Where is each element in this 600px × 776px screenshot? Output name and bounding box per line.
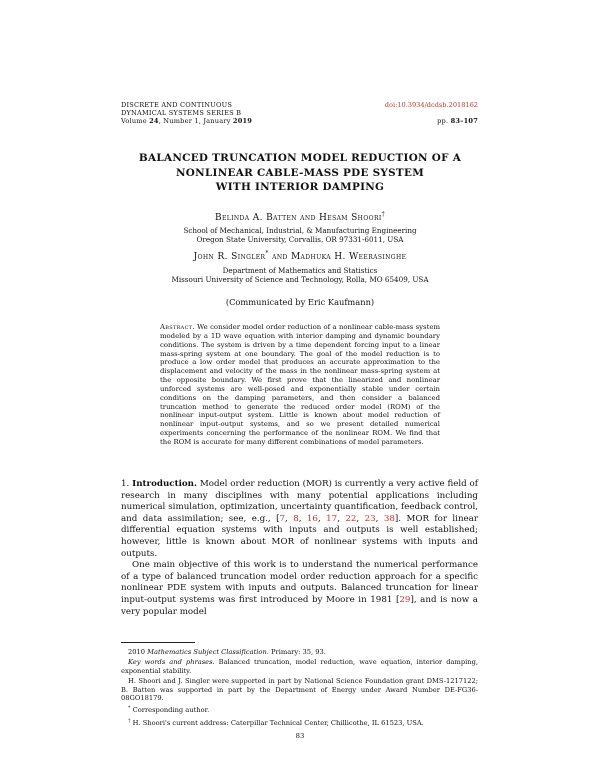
introduction-section [121, 479, 478, 618]
address-footnote: † H. Shoori's current address: Caterpillar Technical Center, Chillicothe, IL 61523, USA. [128, 717, 424, 727]
abstract-text: We consider model order reduction of a nonlinear cable-mass system modeled by a 1D wave equation with interior damping and dynamic boundary conditions. The system is driven by a time dependent forcing input to a linear mass-spring system at one boundary. The goal of the model reduction is to produce a low order model that produces an accurate approximation to the displacement and velocity of the mass in the nonlinear mass-spring system at the opposite boundary. We first prove that the linearized and nonlinear unforced systems are well-posed and exponentially stable under certain conditions on the damping parameters, and then consider a balanced truncation method to generate the reduced order model (ROM) of the nonlinear input-output system. Little is known about model reduction of nonlinear input-output systems, and so we present detailed numerical experiments concerning the performance of the nonlinear ROM. We find that the ROM is accurate for many different combinations of model parameters. [160, 323, 440, 446]
communicated-by: (Communicated by Eric Kaufmann) [225, 297, 375, 307]
paper-title [0, 151, 600, 195]
citation[interactable]: 23 [364, 513, 376, 524]
affiliation-1: School of Mechanical, Industrial, & Manufacturing Engineering Oregon State University, Corvallis, OR 97331-6011, USA [183, 226, 417, 245]
volume-number: 24 [149, 117, 159, 125]
title-line-1: BALANCED TRUNCATION MODEL REDUCTION OF A [138, 152, 462, 164]
funding-footnote: H. Shoori and J. Singler were supported in part by National Science Foundation grant DMS-1217122; B. Batten was supported in part by the Department of Energy under Award Number DE-FG36-08GO18179. [121, 676, 478, 703]
section-heading: Introduction. [132, 479, 198, 489]
author-line-1: Belinda A. Batten and Hesam Shoori† [214, 211, 386, 223]
citation[interactable]: 29 [399, 594, 411, 605]
title-line-3: WITH INTERIOR DAMPING [215, 181, 385, 193]
intro-paragraph-2: One main objective of this work is to understand the numerical performance of a type of balanced truncation model order reduction approach for a specific nonlinear PDE system with inputs and outputs. Balanced truncation for linear input-output systems was first introduced by Moore in 1981 [29], and is now a very popular model [121, 560, 478, 617]
journal-name-line2: DYNAMICAL SYSTEMS SERIES B [121, 109, 242, 117]
volume-line: Volume 24, Number 1, January 2019 [121, 117, 253, 125]
doi-link[interactable]: doi:10.3934/dcdsb.2018162 [384, 101, 478, 109]
page-number: 83 [295, 732, 305, 740]
journal-header [121, 101, 252, 125]
intro-paragraph-1: 1. Introduction. Model order reduction (MOR) is currently a very active field of research in many disciplines with many potential applications including numerical simulation, optimization, uncertainty quantification, feedback control, and data assimilation; see, e.g., [7, 8, 16, 17, 22, 23, 38]. MOR for linear differential equation systems with inputs and outputs is well established; however, little is known about MOR of nonlinear systems with inputs and outputs. [121, 479, 479, 559]
title-line-2: NONLINEAR CABLE-MASS PDE SYSTEM [176, 166, 424, 179]
citation[interactable]: 22 [345, 513, 357, 524]
abstract-label: Abstract. [160, 323, 195, 331]
author-line-2: John R. Singler* and Madhuka H. Weerasinghe [193, 250, 407, 262]
citation[interactable]: 17 [326, 513, 338, 524]
msc-footnote: 2010 Mathematics Subject Classification. Primary: 35, 93. [128, 648, 326, 656]
citation[interactable]: 8 [293, 513, 299, 524]
keywords-footnote: Key words and phrases. Balanced truncation, model reduction, wave equation, interior damping, exponential stability. [121, 658, 478, 675]
year: 2019 [232, 117, 253, 125]
citation[interactable]: 38 [383, 513, 395, 524]
citation[interactable]: 7 [279, 513, 286, 524]
footnotes [121, 648, 478, 729]
affiliation-2: Department of Mathematics and Statistics Missouri University of Science and Technology, Rolla, MO 65409, USA [171, 266, 429, 285]
abstract [160, 323, 440, 447]
citation[interactable]: 16 [306, 513, 318, 524]
journal-name-line1: DISCRETE AND CONTINUOUS [121, 101, 233, 109]
corresponding-author-footnote: * Corresponding author. [128, 705, 210, 715]
footnote-rule [121, 642, 195, 643]
page-range: pp. 83–107 [437, 117, 478, 125]
